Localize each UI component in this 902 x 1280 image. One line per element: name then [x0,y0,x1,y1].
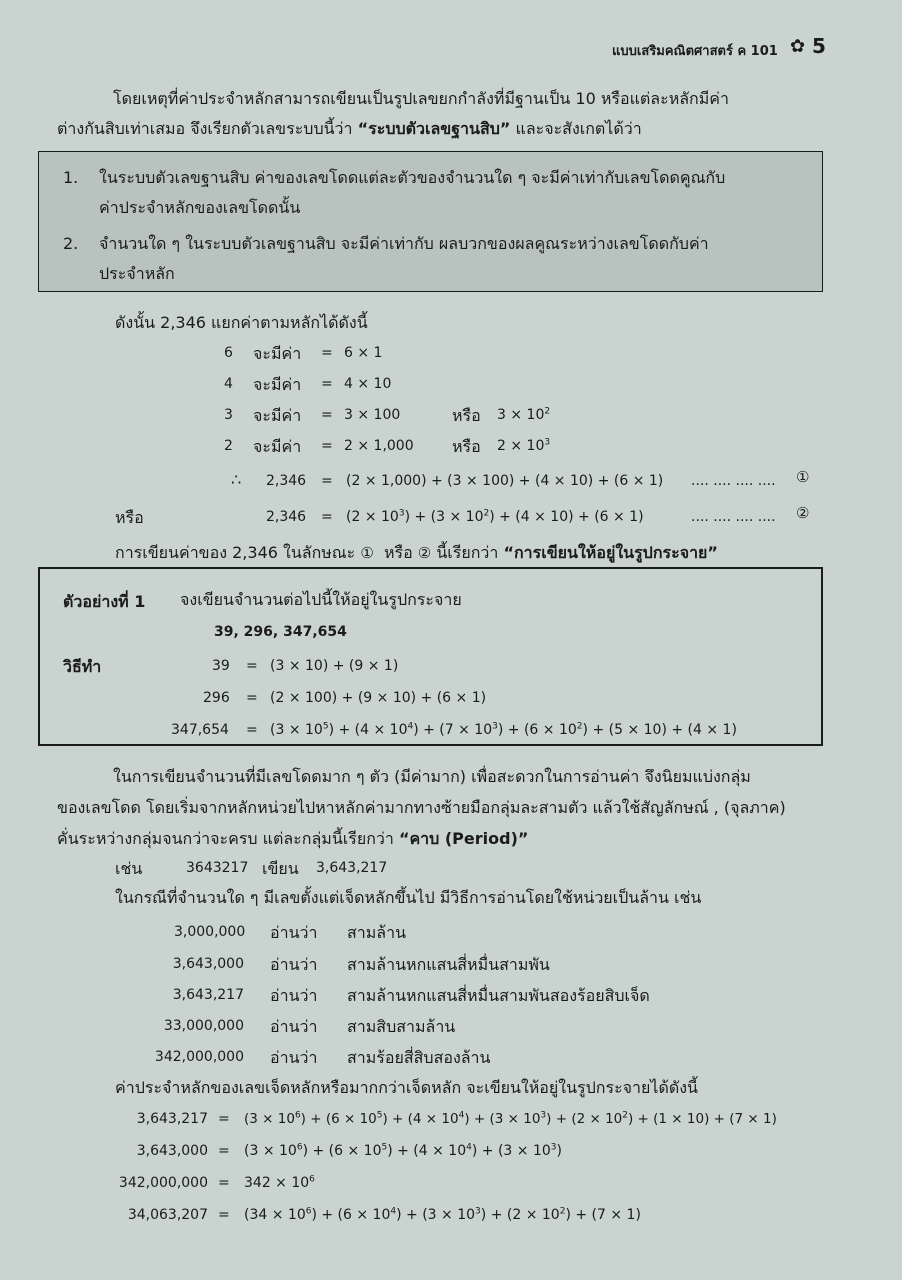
expanded-number: 3,643,000 [136,1143,208,1159]
expanded-number: 342,000,000 [118,1175,208,1191]
expr-part: ) + (2 × 10 [546,1111,623,1127]
expr-part: ) + (7 × 1) [565,1207,641,1223]
example-label: ตัวอย่างที่ 1 [63,592,146,611]
expanded-form-summary [115,539,718,567]
expr-exponent: 4 [466,1142,472,1153]
equation-1-number: 2,346 [266,473,307,489]
intro-text-end: และจะสังเกตได้ว่า [515,119,642,138]
period-term: “คาบ (Period)” [398,829,529,848]
expr-exponent: 6 [294,1110,301,1121]
reading-text: สามล้านหกแสนสี่หมื่นสามพัน [347,955,550,974]
reading-number: 33,000,000 [163,1018,244,1034]
power-exponent: 2 [544,406,551,417]
summary-or: หรือ [383,543,413,562]
rule-1-line-2: ค่าประจำหลักของเลขโดดนั้น [99,198,301,217]
decomp-digit: 2 [224,438,233,454]
expr-part: ) + (6 × 10 [497,722,577,738]
period-line-3 [57,825,528,852]
reading-number: 3,643,217 [172,987,244,1003]
circled-one-marker: ① [796,468,810,486]
eq2-exponent: 2 [483,508,490,519]
expr-exponent: 6 [305,1206,312,1217]
million-intro: ในกรณีที่จำนวนใด ๆ มีเลขตั้งแต่เจ็ดหลักขึ้นไป มีวิธีการอ่านโดยใช้หน่วยเป็นล้าน เช่น [115,888,702,907]
rule-2-number: 2. [63,234,79,253]
eq2-part: ) + (4 × 10) + (6 × 1) [489,509,644,525]
example-instruction: จงเขียนจำนวนต่อไปนี้ให้อยู่ในรูปกระจาย [180,590,462,609]
decomp-equals: = [321,376,333,392]
decomp-digit: 4 [224,376,233,392]
expr-part: ) + (4 × 10 [387,1143,467,1159]
expr-exponent: 5 [322,721,329,732]
rule-1-line-1: ในระบบตัวเลขฐานสิบ ค่าของเลขโดดแต่ละตัวของจำนวนใด ๆ จะมีค่าเท่ากับเลขโดดคูณกับ [99,168,726,187]
decomp-equals: = [321,473,333,489]
rule-2-line-2: ประจำหลัก [99,264,175,283]
intro-text: ต่างกันสิบเท่าเสมอ จึงเรียกตัวเลขระบบนี้ว่า [57,119,353,138]
expanded-number: 3,643,217 [136,1111,208,1127]
example-row-2-number: 296 [203,690,230,706]
decomp-will-be: จะมีค่า [253,375,302,394]
decomp-will-be: จะมีค่า [253,406,302,425]
equation-1-dots: .... .... .... .... [691,473,776,489]
flower-icon: ✿ [790,36,806,57]
eq2-part: (2 × 10 [346,509,399,525]
example-row-3-number: 347,654 [171,722,229,738]
expr-part: ) + (3 × 10 [464,1111,541,1127]
expr-part: ) + (6 × 10 [300,1111,377,1127]
decomp-expr: 2 × 1,000 [344,438,414,454]
intro-line-2 [57,115,642,142]
expr-part: ) + (4 × 10 [328,722,408,738]
expr-part: (3 × 10 [244,1111,295,1127]
summary-text-mid: นี้เรียกว่า [436,543,499,562]
expanded-equals: = [218,1111,230,1127]
expr-part: ) + (1 × 10) + (7 × 1) [627,1111,777,1127]
example-row-1-expr: (3 × 10) + (9 × 1) [270,658,399,674]
circled-two-ref: ② [417,544,432,562]
expr-part: ) + (5 × 10) + (4 × 1) [582,722,737,738]
period-text: คั่นระหว่างกลุ่มจนกว่าจะครบ แต่ละกลุ่มนี้เรียกว่า [57,829,394,848]
eq2-part: ) + (3 × 10 [404,509,484,525]
expr-exponent: 4 [390,1206,397,1217]
power-base: 3 × 10 [497,407,545,423]
eq2-exponent: 3 [398,508,405,519]
example-equals: = [246,658,258,674]
decomp-equals: = [321,438,333,454]
or-label: หรือ [115,508,144,527]
reading-text: สามร้อยสี่สิบสองล้าน [347,1048,491,1067]
circled-one-ref: ① [360,544,374,562]
expr-exponent: 6 [296,1142,303,1153]
reading-number: 3,000,000 [174,924,246,940]
expr-part: ) + (7 × 10 [413,722,493,738]
header-title: แบบเสริมคณิตศาสตร์ ค 101 [612,44,778,59]
raw-number: 3643217 [186,860,249,876]
expanded-expr [244,1207,641,1223]
reading-text: สามสิบสามล้าน [347,1017,456,1036]
decomp-will-be: จะมีค่า [253,437,302,456]
write-word: เขียน [262,859,299,878]
expanded-expr [244,1175,315,1191]
expr-exponent: 5 [381,1142,388,1153]
page-number: 5 [812,34,826,58]
power-base: 2 × 10 [497,438,545,454]
read-as-label: อ่านว่า [270,1048,318,1067]
decomp-or: หรือ [452,437,481,456]
expanded-form-term: “การเขียนให้อยู่ในรูปกระจาย” [503,543,718,562]
expr-part: ) + (6 × 10 [311,1207,391,1223]
expr-part: ) + (6 × 10 [302,1143,382,1159]
read-as-label: อ่านว่า [270,986,318,1005]
example-row-2-expr: (2 × 100) + (9 × 10) + (6 × 1) [270,690,487,706]
example-numbers: 39, 296, 347,654 [214,624,347,640]
expanded-expr [244,1111,777,1127]
decomp-power-form [497,407,550,423]
read-as-label: อ่านว่า [270,955,318,974]
rule-2-line-1: จำนวนใด ๆ ในระบบตัวเลขฐานสิบ จะมีค่าเท่ากับ ผลบวกของผลคูณระหว่างเลขโดดกับค่า [99,234,709,253]
expr-part: (3 × 10 [244,1143,297,1159]
expanded-equals: = [218,1207,230,1223]
equation-1: (2 × 1,000) + (3 × 100) + (4 × 10) + (6 × 1) [346,473,664,489]
example-row-3-expr [270,722,737,738]
expr-part: 342 × 10 [244,1175,310,1191]
decomp-power-form [497,438,550,454]
expr-part: ) + (2 × 10 [480,1207,560,1223]
expr-exponent: 3 [550,1142,557,1153]
read-as-label: อ่านว่า [270,923,318,942]
decomp-will-be: จะมีค่า [253,344,302,363]
expr-exponent: 4 [407,721,414,732]
reading-text: สามล้านหกแสนสี่หมื่นสามพันสองร้อยสิบเจ็ด [347,986,650,1005]
reading-number: 3,643,000 [172,956,244,972]
example-row-1-number: 39 [212,658,230,674]
expr-exponent: 4 [458,1110,465,1121]
decomp-expr: 4 × 10 [344,376,392,392]
decomp-expr: 3 × 100 [344,407,401,423]
therefore-symbol: ∴ [231,470,242,489]
circled-two-marker: ② [796,504,810,522]
rule-1-number: 1. [63,168,79,187]
expr-part: ) + (3 × 10 [471,1143,551,1159]
expr-exponent: 2 [576,721,583,732]
decomp-equals: = [321,345,333,361]
summary-text: การเขียนค่าของ 2,346 ในลักษณะ [115,543,356,562]
expanded-expr [244,1143,562,1159]
example-word: เช่น [115,859,143,878]
expr-exponent: 2 [559,1206,566,1217]
equation-2-number: 2,346 [266,509,307,525]
example-equals: = [246,722,258,738]
decomp-digit: 6 [224,345,233,361]
formatted-number: 3,643,217 [316,860,388,876]
decimal-system-term: “ระบบตัวเลขฐานสิบ” [357,119,511,138]
expanded-equals: = [218,1143,230,1159]
reading-number: 342,000,000 [154,1049,244,1065]
equation-2 [346,509,644,525]
period-line-2: ของเลขโดด โดยเริ่มจากหลักหน่วยไปหาหลักค่ามากทางซ้ายมือกลุ่มละสามตัว แล้วใช้สัญลักษณ์ , (จุลภาค) [57,798,786,817]
decomp-intro: ดังนั้น 2,346 แยกค่าตามหลักได้ดังนี้ [115,313,368,332]
decomp-expr: 6 × 1 [344,345,383,361]
decomp-equals: = [321,509,333,525]
expr-exponent: 2 [622,1110,628,1121]
expr-exponent: 3 [492,721,498,732]
expanded-intro: ค่าประจำหลักของเลขเจ็ดหลักหรือมากกว่าเจ็ดหลัก จะเขียนให้อยู่ในรูปกระจายได้ดังนี้ [115,1078,698,1097]
expr-exponent: 3 [475,1206,481,1217]
expr-exponent: 5 [376,1110,383,1121]
expr-part: ) + (3 × 10 [396,1207,476,1223]
equation-2-dots: .... .... .... .... [691,509,776,525]
method-label: วิธีทำ [63,657,102,676]
expr-part: (3 × 10 [270,722,323,738]
expanded-number: 34,063,207 [127,1207,208,1223]
read-as-label: อ่านว่า [270,1017,318,1036]
expr-part: ) + (4 × 10 [382,1111,459,1127]
expr-exponent: 6 [309,1174,315,1185]
decomp-equals: = [321,407,333,423]
decomp-digit: 3 [224,407,233,423]
example-equals: = [246,690,258,706]
expr-exponent: 3 [540,1110,547,1121]
period-line-1: ในการเขียนจำนวนที่มีเลขโดดมาก ๆ ตัว (มีค่ามาก) เพื่อสะดวกในการอ่านค่า จึงนิยมแบ่งกลุ่ม [113,767,751,786]
intro-line-1: โดยเหตุที่ค่าประจำหลักสามารถเขียนเป็นรูปเลขยกกำลังที่มีฐานเป็น 10 หรือแต่ละหลักมีค่า [113,89,729,108]
expr-part: ) [556,1143,562,1159]
expr-part: (34 × 10 [244,1207,306,1223]
power-exponent: 3 [544,437,551,448]
decomp-or: หรือ [452,406,481,425]
reading-text: สามล้าน [347,923,407,942]
expanded-equals: = [218,1175,230,1191]
